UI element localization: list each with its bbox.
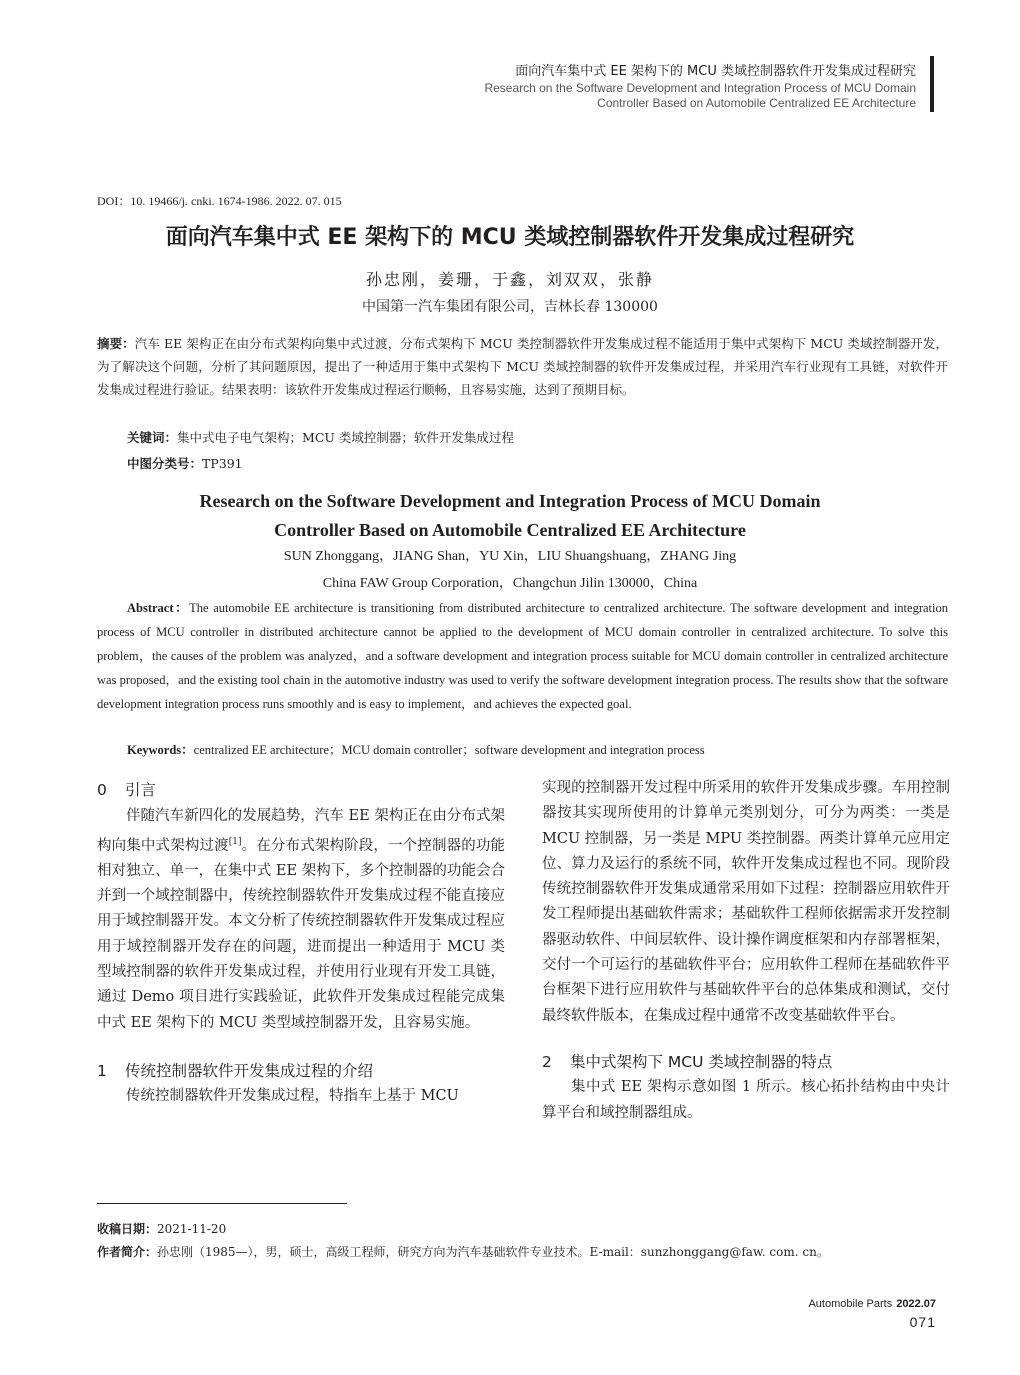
section-heading-1 [97,1059,505,1084]
section-number: 0 [97,781,107,799]
journal-name [808,1298,936,1310]
received-label: 收稿日期： [97,1222,158,1236]
section-title: 引言 [125,781,157,799]
abstract-en-label: Abstract： [127,601,190,615]
section-title: 传统控制器软件开发集成过程的介绍 [125,1061,374,1080]
paper-title-en-line2: Controller Based on Automobile Centralized EE Architecture [274,520,746,540]
classification-cn-text: TP391 [202,456,243,471]
section-title: 集中式架构下 MCU 类域控制器的特点 [570,1052,833,1071]
section-heading-0 [97,778,505,803]
paragraph-text: 伴随汽车新四化的发展趋势，汽车 EE 架构正在由分布式架构向集中式架构过渡 [97,808,505,854]
running-header-cn: 面向汽车集中式 EE 架构下的 MCU 类域控制器软件开发集成过程研究 [515,64,916,79]
page-number: 071 [909,1314,936,1330]
section-number: 2 [542,1052,552,1071]
keywords-cn-text: 集中式电子电气架构；MCU 类域控制器；软件开发集成过程 [177,430,514,445]
running-header-en-line2: Controller Based on Automobile Centralized EE Architecture [597,96,916,110]
abstract-en [97,596,948,716]
received-date [97,1220,226,1237]
paragraph-text: 。在分布式架构阶段，一个控制器的功能相对独立、单一，在集中式 EE 架构下，多个控制器的功能会合并到一个域控制器中，传统控制器软件开发集成过程不能直接应用于域控制器开发。本文分析了传统控制器软件开发集成过程应用于域控制器开发存在的问题，进而提出一种适用于 MCU 类型域控制器的软件开发集成过程，并使用行业现有开发工具链，通过 Demo 项目进行实践验证，此软件开发集成过程能完成集中式 EE 架构下的 MCU 类型域控制器开发，且容易实施。 [97,837,505,1031]
header-rule [930,56,934,112]
paper-title-en-line1: Research on the Software Development and Integration Process of MCU Domain [199,491,821,511]
classification-cn [127,454,243,472]
paragraph-sec2: 集中式 EE 架构示意如图 1 所示。核心拓扑结构由中央计算平台和域控制器组成。 [542,1079,950,1121]
paragraph-sec1: 传统控制器软件开发集成过程，特指车上基于 MCU [126,1088,459,1105]
keywords-en [127,740,705,758]
authors-cn: 孙忠刚，姜珊，于鑫，刘双双，张静 [365,270,654,289]
doi: DOI：10. 19466/j. cnki. 1674-1986. 2022. 07. 015 [97,194,342,208]
keywords-en-text: centralized EE architecture；MCU domain controller；software development and integration process [193,743,705,757]
abstract-cn-text: 汽车 EE 架构正在由分布式架构向集中式过渡，分布式架构下 MCU 类控制器软件开发集成过程不能适用于集中式架构下 MCU 类域控制器开发，为了解决这个问题，分析了其问题原因，提出了一种适用于集中式架构下 MCU 类域控制器的软件开发集成过程，并采用汽车行业现有工具链，对软件开发集成过程进行验证。结果表明：该软件开发集成过程运行顺畅，且容易实施，达到了预期目标。 [97,336,948,397]
footnote-rule [97,1203,347,1204]
paper-title-en [0,487,1020,545]
running-header-en-line1: Research on the Software Development and Integration Process of MCU Domain [484,81,916,95]
abstract-cn-label: 摘要： [97,336,135,351]
citation-ref: [1] [228,836,242,847]
bio-label: 作者简介： [97,1245,158,1259]
affiliation-cn: 中国第一汽车集团有限公司，吉林长春 130000 [362,299,658,315]
authors-en: SUN Zhonggang，JIANG Shan，YU Xin，LIU Shuangshuang，ZHANG Jing [283,549,737,564]
bio-text: 孙忠刚（1985—），男，硕士，高级工程师，研究方向为汽车基础软件专业技术。E-mail：sunzhonggang@faw. com. cn。 [157,1245,829,1259]
paragraph-continued: 实现的控制器开发过程中所采用的软件开发集成步骤。车用控制器按其实现所使用的计算单元类别划分，可分为两类：一类是 MCU 控制器，另一类是 MPU 类控制器。两类计算单元应用定位、算力及运行的系统不同，软件开发集成过程也不同。现阶段传统控制器软件开发集成通常采用如下过程：控制器应用软件开发工程师提出基础软件需求；基础软件工程师依据需求开发控制器驱动软件、中间层软件、设计操作调度框架和内存部署框架，交付一个可运行的基础软件平台；应用软件工程师在基础软件平台框架下进行应用软件与基础软件平台的总体集成和测试，交付最终软件版本，在集成过程中通常不改变基础软件平台。 [542,780,950,1024]
affiliation-en: China FAW Group Corporation，Changchun Jilin 130000，China [322,576,698,591]
paragraph-intro [97,804,505,1036]
abstract-en-text: The automobile EE architecture is transitioning from distributed architecture to centralized architecture. The software development and integration process of MCU controller in distributed architecture cannot be applied to the development of MCU domain controller in centralized architecture. To solve this problem，the causes of the problem was analyzed，and a software development and integration process suitable for MCU domain controller in centralized architecture was proposed，and the existing tool chain in the automotive industry was used to verify the software development integration process. The results show that the software development integration process runs smoothly and is easy to implement，and achieves the expected goal. [97,601,948,711]
body-column-left [97,778,505,1109]
classification-cn-label: 中图分类号： [127,456,203,471]
body-column-right [542,776,950,1126]
keywords-cn [127,428,514,446]
journal-issue: 2022.07 [896,1298,936,1310]
abstract-cn [97,332,948,401]
section-heading-2 [542,1050,950,1075]
author-bio [97,1243,829,1260]
section-number: 1 [97,1061,107,1080]
journal-title: Automobile Parts [808,1298,893,1310]
running-header-en [484,81,916,111]
keywords-cn-label: 关键词： [127,430,178,445]
received-value: 2021-11-20 [157,1222,227,1236]
paper-title-cn: 面向汽车集中式 EE 架构下的 MCU 类域控制器软件开发集成过程研究 [165,225,855,250]
keywords-en-label: Keywords： [127,743,194,757]
